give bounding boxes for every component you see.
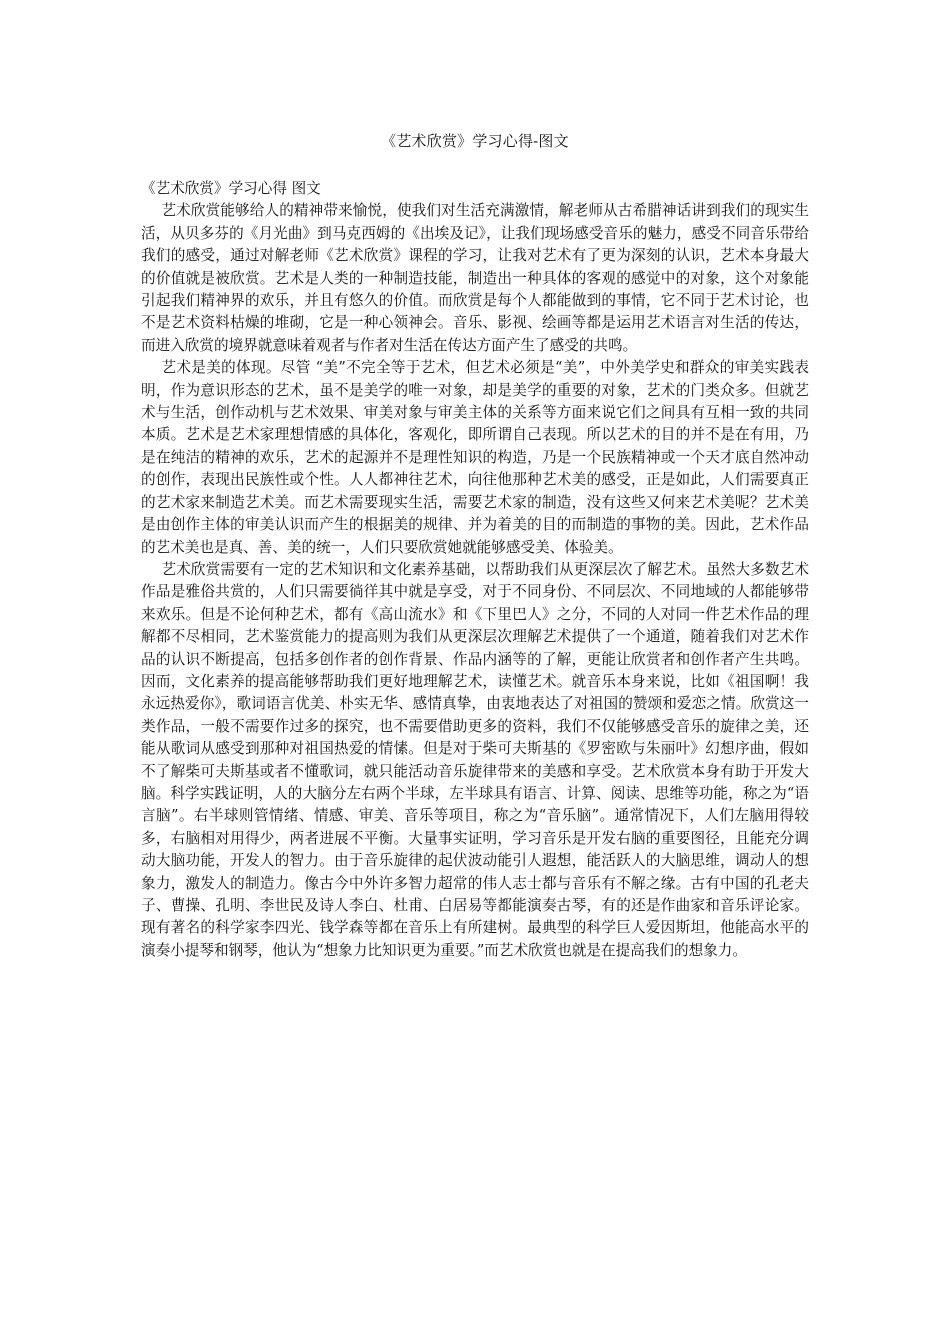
- paragraph-2: 艺术是美的体现。尽管 “美”不完全等于艺术，但艺术必须是“美”，中外美学史和群众的审美实践表明，作为意识形态的艺术，虽不是美学的唯一对象，却是美学的重要的对象，艺术的门类众多。但就艺术与生活，创作动机与艺术效果、审美对象与审美主体的关系等方面来说它们之间具有互相一致的共同本质。艺术是艺术家理想情感的具体化，客观化，即所谓自己表现。所以艺术的目的并不是在有用，乃是在纯洁的精神的欢乐，艺术的起源并不是理性知识的构造，乃是一个民族精神或一个天才底自然冲动的创作，表现出民族性或个性。人人都神往艺术，向往他那种艺术美的感受，正是如此，人们需要真正的艺术家来制造艺术美。而艺术需要现实生活，需要艺术家的制造，没有这些又何来艺术美呢？艺术美是由创作主体的审美认识而产生的根据美的规律、并为着美的目的而制造的事物的美。因此，艺术作品的艺术美也是真、善、美的统一，人们只要欣赏她就能够感受美、体验美。: [141, 359, 809, 556]
- document-title: 《艺术欣赏》学习心得-图文: [381, 132, 569, 150]
- paragraph-1: 艺术欣赏能够给人的精神带来愉悦，使我们对生活充满激情，解老师从古希腊神话讲到我们的现实生活，从贝多芬的《月光曲》到马克西姆的《出埃及记》，让我们现场感受音乐的魅力，感受不同音乐带给我们的感受，通过对解老师《艺术欣赏》课程的学习，让我对艺术有了更为深刻的认识，艺术本身最大的价值就是被欣赏。艺术是人类的一种制造技能，制造出一种具体的客观的感觉中的对象，这个对象能引起我们精神界的欢乐，并且有悠久的价值。而欣赏是每个人都能做到的事情，它不同于艺术讨论，也不是艺术资料枯燥的堆砌，它是一种心领神会。音乐、影视、绘画等都是运用艺术语言对生活的传达，而进入欣赏的境界就意味着观者与作者对生活在传达方面产生了感受的共鸣。: [141, 202, 809, 354]
- paragraph-3: 艺术欣赏需要有一定的艺术知识和文化素养基础，以帮助我们从更深层次了解艺术。虽然大多数艺术作品是雅俗共赏的，人们只需要徜徉其中就是享受，对于不同身份、不同层次、不同地域的人都能够带来欢乐。但是不论何种艺术，都有《高山流水》和《下里巴人》之分，不同的人对同一件艺术作品的理解都不尽相同，艺术鉴赏能力的提高则为我们从更深层次理解艺术提供了一个通道，随着我们对艺术作品的认识不断提高，包括多创作者的创作背景、作品内涵等的了解，更能让欣赏者和创作者产生共鸣。因而，文化素养的提高能够帮助我们更好地理解艺术，读懂艺术。就音乐本身来说，比如《祖国啊！我永远热爱你》，歌词语言优美、朴实无华、感情真挚，由衷地表达了对祖国的赞颂和爱恋之情。欣赏这一类作品，一般不需要作过多的探究，也不需要借助更多的资料，我们不仅能够感受音乐的旋律之美，还能从歌词从感受到那种对祖国热爱的情愫。但是对于柴可夫斯基的《罗密欧与朱丽叶》幻想序曲，假如不了解柴可夫斯基或者不懂歌词，就只能活动音乐旋律带来的美感和享受。艺术欣赏本身有助于开发大脑。科学实践证明，人的大脑分左右两个半球，左半球具有语言、计算、阅读、思维等功能，称之为“语言脑”。右半球则管情绪、情感、审美、音乐等项目，称之为“音乐脑”。通常情况下，人们左脑用得较多，右脑相对用得少，两者进展不平衡。大量事实证明，学习音乐是开发右脑的重要图径，且能充分调动大脑功能，开发人的智力。由于音乐旋律的起伏波动能引人遐想，能活跃人的大脑思维，调动人的想象力，激发人的制造力。像古今中外许多智力超常的伟人志士都与音乐有不解之缘。古有中国的孔老夫子、曹操、孔明、李世民及诗人李白、杜甫、白居易等都能演奏古琴，有的还是作曲家和音乐评论家。现有著名的科学家李四光、钱学森等都在音乐上有所建树。最典型的科学巨人爱因斯坦，他能高水平的演奏小提琴和钢琴，他认为“想象力比知识更为重要。”而艺术欣赏也就是在提高我们的想象力。: [141, 560, 809, 959]
- document-body: [141, 178, 809, 962]
- document-subtitle: 《艺术欣赏》学习心得 图文: [141, 180, 321, 197]
